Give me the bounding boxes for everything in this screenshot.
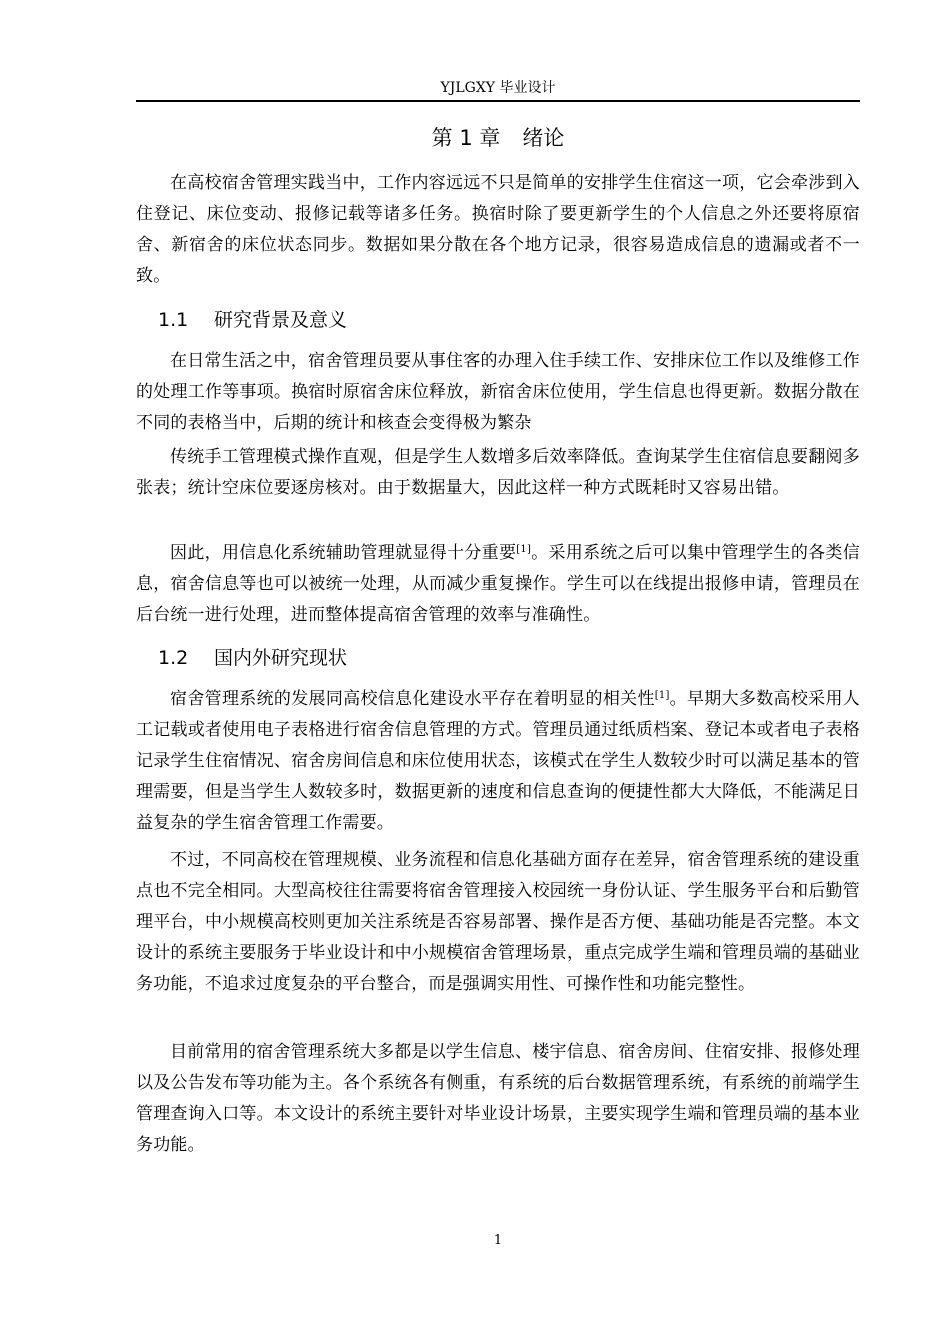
- paragraph: 传统手工管理模式操作直观，但是学生人数增多后效率降低。查询某学生住宿信息要翻阅多张表；统计空床位要逐房核对。由于数据量大，因此这样一种方式既耗时又容易出错。: [136, 447, 860, 498]
- intro-paragraph: 在高校宿舍管理实践当中，工作内容远远不只是简单的安排学生住宿这一项，它会牵涉到入住登记、床位变动、报修记载等诸多任务。换宿时除了要更新学生的个人信息之外还要将原宿舍、新宿舍的床位状态同步。数据如果分散在各个地方记录，很容易造成信息的遗漏或者不一致。: [136, 173, 860, 286]
- paragraph: [136, 684, 860, 839]
- section-number: 1.1: [158, 309, 189, 331]
- section-title: 研究背景及意义: [214, 309, 348, 331]
- paragraph: 目前常用的宿舍管理系统大多都是以学生信息、楼宇信息、宿舍房间、住宿安排、报修处理以及公告发布等功能为主。各个系统各有侧重，有系统的后台数据管理系统，有系统的前端学生管理查询入口等。本文设计的系统主要针对毕业设计场景，主要实现学生端和管理员端的基本业务功能。: [136, 1042, 860, 1155]
- paragraph: [136, 538, 860, 631]
- section-heading-1-1: [158, 305, 838, 335]
- chapter-number: 第 1 章: [431, 126, 501, 150]
- running-header: YJLGXY 毕业设计: [440, 80, 556, 96]
- header-rule: [136, 100, 860, 102]
- chapter-title: [136, 121, 860, 155]
- chapter-name: 绪论: [522, 126, 565, 150]
- paragraph-text: 宿舍管理系统的发展同高校信息化建设水平存在着明显的相关性: [170, 689, 655, 709]
- paragraph: 不过，不同高校在管理规模、业务流程和信息化基础方面存在差异，宿舍管理系统的建设重点也不完全相同。大型高校往往需要将宿舍管理接入校园统一身份认证、学生服务平台和后勤管理平台，中小规模高校则更加关注系统是否容易部署、操作是否方便、基础功能是否完整。本文设计的系统主要服务于毕业设计和中小规模宿舍管理场景，重点完成学生端和管理员端的基础业务功能，不追求过度复杂的平台整合，而是强调实用性、可操作性和功能完整性。: [136, 850, 860, 994]
- paragraph-text: 。早期大多数高校采用人工记载或者使用电子表格进行宿舍信息管理的方式。管理员通过纸质档案、登记本或者电子表格记录学生住宿情况、宿舍房间信息和床位使用状态，该模式在学生人数较少时可以满足基本的管理需要，但是当学生人数较多时，数据更新的速度和信息查询的便捷性都大大降低，不能满足日益复杂的学生宿舍管理工作需要。: [136, 689, 860, 833]
- page-number: 1: [493, 1233, 503, 1248]
- section-title: 国内外研究现状: [214, 647, 348, 669]
- section-number: 1.2: [158, 647, 189, 669]
- paragraph-text: 因此，用信息化系统辅助管理就显得十分重要: [170, 543, 517, 563]
- citation-marker: [1]: [516, 544, 532, 555]
- paragraph-text: 。采用系统之后可以集中管理学生的各类信息，宿舍信息等也可以被统一处理，从而减少重复操作。学生可以在线提出报修申请，管理员在后台统一进行处理，进而整体提高宿舍管理的效率与准确性。: [136, 543, 861, 625]
- citation-marker: [1]: [654, 690, 670, 701]
- section-heading-1-2: [158, 643, 838, 673]
- paragraph: 在日常生活之中，宿舍管理员要从事住客的办理入住手续工作、安排床位工作以及维修工作的处理工作等事项。换宿时原宿舍床位释放，新宿舍床位使用，学生信息也得更新。数据分散在不同的表格当中，后期的统计和核查会变得极为繁杂: [136, 351, 860, 433]
